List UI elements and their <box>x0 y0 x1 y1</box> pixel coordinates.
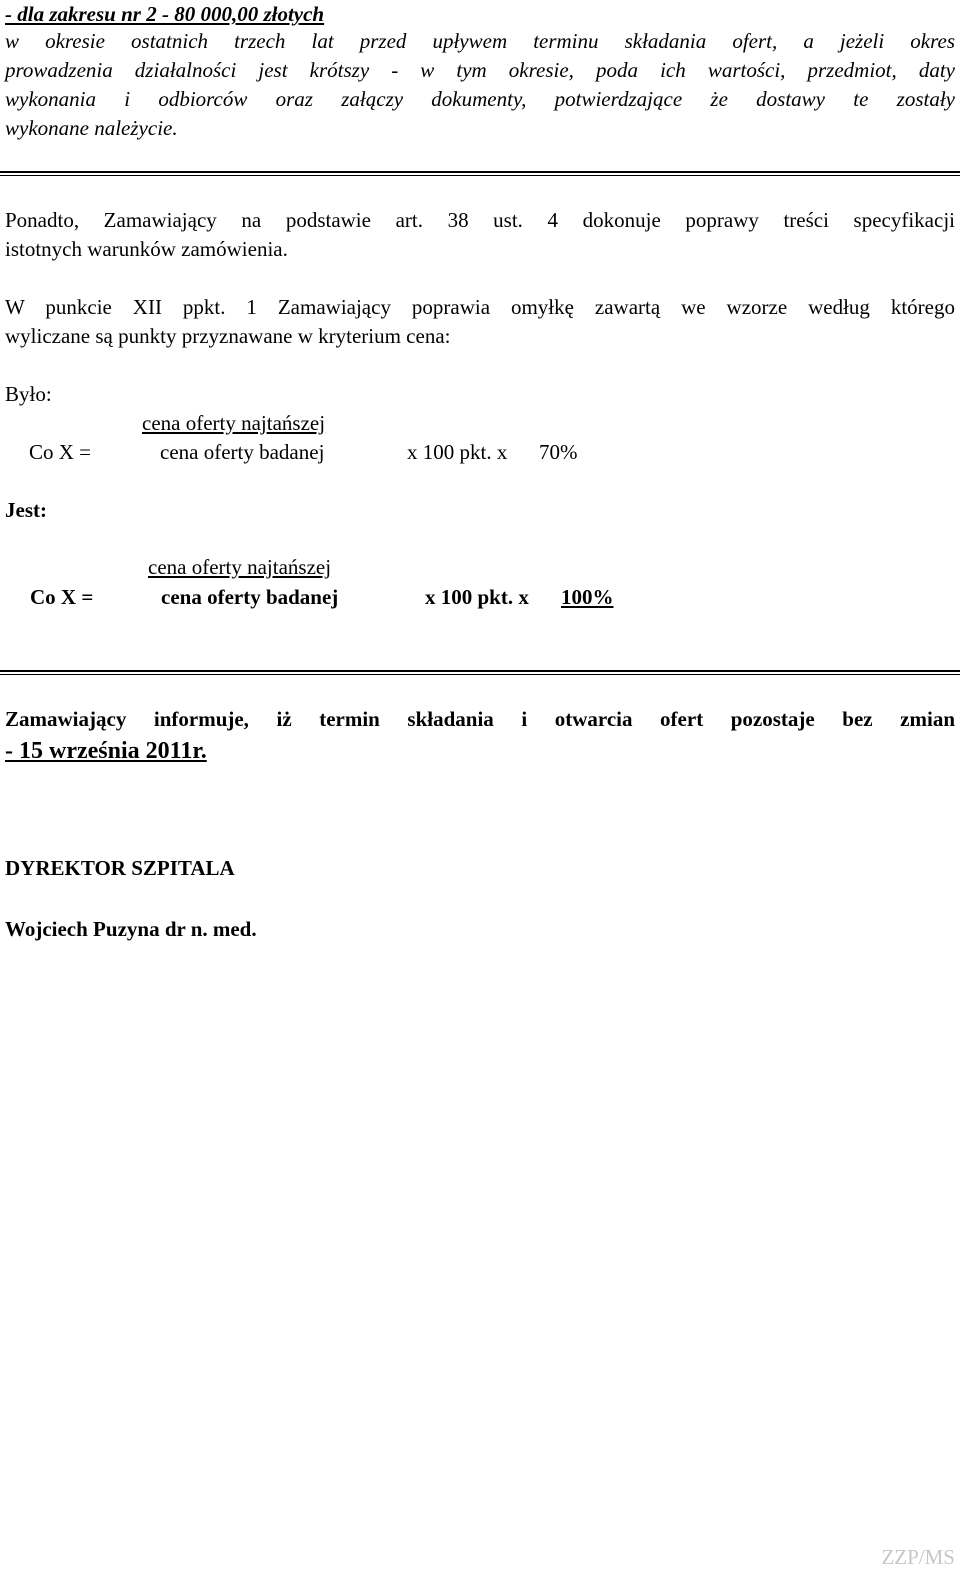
bylo-label: Było: <box>5 382 52 406</box>
bylo-percent: 70% <box>539 440 578 464</box>
jest-lhs: Co X = <box>30 585 94 609</box>
notice-line: Zamawiający informuje, iż termin składania i otwarcia ofert pozostaje bez zmian <box>5 707 955 731</box>
bylo-numerator: cena oferty najtańszej <box>142 411 326 435</box>
header-line-4: wykonane należycie. <box>5 116 178 140</box>
jest-numerator: cena oferty najtańszej <box>148 555 332 579</box>
jest-percent: 100% <box>561 585 614 609</box>
notice-date: - 15 września 2011r. <box>5 738 207 764</box>
bylo-denominator: cena oferty badanej <box>160 440 325 464</box>
bylo-lhs: Co X = <box>29 440 92 464</box>
signature-title: DYREKTOR SZPITALA <box>5 856 235 880</box>
bylo-multiplier: x 100 pkt. x <box>407 440 508 464</box>
para2-line-2: wyliczane są punkty przyznawane w kryterium cena: <box>5 324 451 348</box>
para2-line-1: W punkcie XII ppkt. 1 Zamawiający poprawia omyłkę zawartą we wzorze według którego <box>5 295 955 319</box>
divider-bottom <box>0 670 960 675</box>
header-line-2: prowadzenia działalności jest krótszy - w tym okresie, poda ich wartości, przedmiot, daty <box>5 58 955 82</box>
jest-denominator: cena oferty badanej <box>161 585 339 609</box>
footer-mark: ZZP/MS <box>881 1545 955 1569</box>
para1-line-1: Ponadto, Zamawiający na podstawie art. 38 ust. 4 dokonuje poprawy treści specyfikacji <box>5 208 955 232</box>
section-title: - dla zakresu nr 2 - 80 000,00 złotych <box>5 2 325 26</box>
jest-multiplier: x 100 pkt. x <box>425 585 529 609</box>
header-line-3: wykonania i odbiorców oraz załączy dokumenty, potwierdzające że dostawy te zostały <box>5 87 955 111</box>
jest-label: Jest: <box>5 498 47 522</box>
para1-line-2: istotnych warunków zamówienia. <box>5 237 288 261</box>
header-line-1: w okresie ostatnich trzech lat przed upływem terminu składania ofert, a jeżeli okres <box>5 29 955 53</box>
divider-top <box>0 171 960 176</box>
signature-name: Wojciech Puzyna dr n. med. <box>5 917 257 941</box>
